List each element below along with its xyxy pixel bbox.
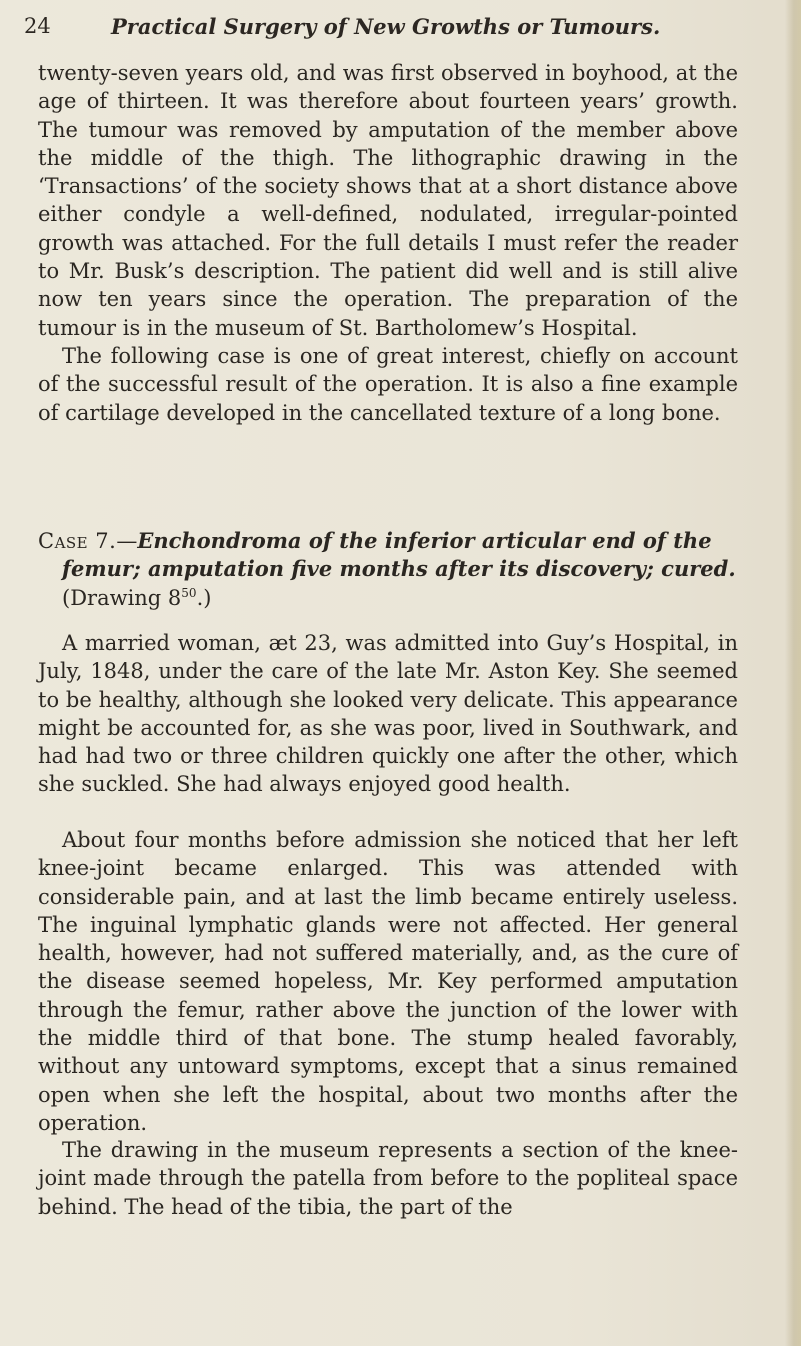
paragraph-case-treatment: About four months before admission she noticed that her left knee-joint became enlarged. This was attended with considerable pain, and at last the limb became entirely useless. The inguinal lymphatic glands were not affected. Her general health, however, had not suffered materially, and, as the cure of the disease seemed hopeless, Mr. Key performed amputation through the femur, rather above the junction of the lower with the middle third of that bone. The stump healed favorably, without any untoward symptoms, except that a sinus remained open when she left the hospital, about two months after the operation. bbox=[38, 828, 738, 1135]
case-dash: — bbox=[116, 529, 138, 553]
case-label: Case 7. bbox=[38, 529, 117, 553]
page-number: 24 bbox=[24, 14, 51, 38]
page-header bbox=[24, 8, 744, 44]
running-title: Practical Surgery of New Growths or Tumours. bbox=[111, 14, 661, 39]
case-heading bbox=[38, 527, 758, 612]
case-title-part-2: femur; amputation five months after its discovery; cured. bbox=[62, 556, 736, 582]
paragraph-continued: twenty-seven years old, and was first observed in boyhood, at the age of thirteen. It was therefore about fourteen years’ growth. The tumour was removed by amputation of the member above the middle of the thigh. The lithographic drawing in the ‘Transactions’ of the society shows that at a short distance above either condyle a well-defined, nodulated, irregular-pointed growth was attached. For the full details I must refer the reader to Mr. Busk’s description. The patient did well and is still alive now ten years since the operation. The preparation of the tumour is in the museum of St. Bartholomew’s Hospital. bbox=[38, 61, 738, 340]
case-title-part-1: Enchondroma of the inferior articular end of the bbox=[137, 528, 712, 553]
case-heading-line-1 bbox=[38, 527, 758, 555]
drawing-prefix: (Drawing 8 bbox=[62, 585, 182, 610]
page-edge-shadow bbox=[785, 0, 801, 1346]
paragraph-following-case-intro: The following case is one of great interest, chiefly on account of the successful result of the operation. It is also a fine example of cartilage developed in the cancellated texture of a long bone. bbox=[38, 344, 738, 425]
drawing-suffix: .) bbox=[196, 585, 212, 610]
case-drawing-reference bbox=[38, 584, 758, 612]
case-heading-line-2 bbox=[38, 555, 758, 583]
drawing-number-superscript: 50 bbox=[181, 585, 197, 600]
paragraph-drawing-description: The drawing in the museum represents a section of the knee-joint made through the patella from before to the popliteal space behind. The head of the tibia, the part of the bbox=[38, 1138, 738, 1219]
paragraph-case-history: A married woman, æt 23, was admitted into Guy’s Hospital, in July, 1848, under the care of the late Mr. Aston Key. She seemed to be healthy, although she looked very delicate. This appearance might be accounted for, as she was poor, lived in Southwark, and had had two or three children quickly one after the other, which she suckled. She had always enjoyed good health. bbox=[38, 631, 738, 797]
